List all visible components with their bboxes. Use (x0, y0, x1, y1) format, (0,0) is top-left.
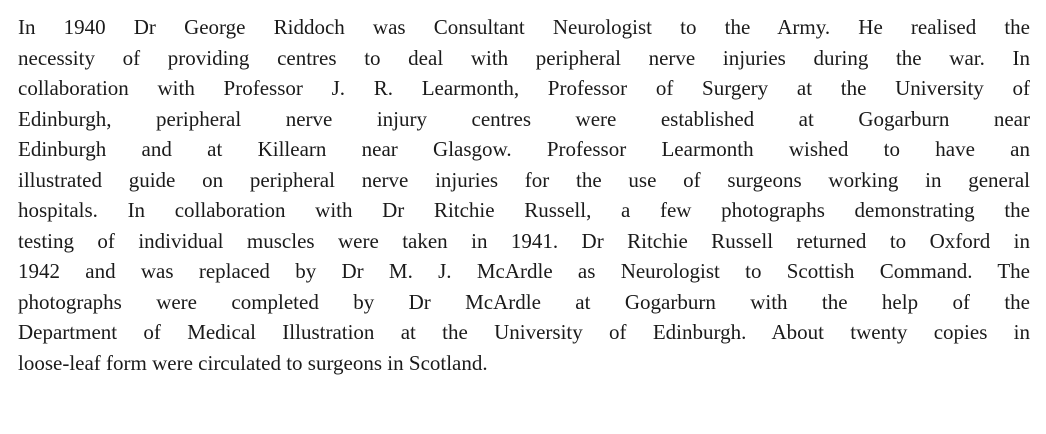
paragraph-line: Edinburgh and at Killearn near Glasgow. Professor Learmonth wished to have an (18, 137, 1030, 161)
paragraph-line: testing of individual muscles were taken in 1941. Dr Ritchie Russell returned to Oxford in (18, 228, 1030, 253)
paragraph-line: Edinburgh, peripheral nerve injury centres were established at Gogarburn near (18, 106, 1030, 131)
paragraph-line: collaboration with Professor J. R. Learmonth, Professor of Surgery at the University of (18, 76, 1030, 100)
paragraph-line: Department of Medical Illustration at the University of Edinburgh. About twenty copies in (18, 320, 1030, 344)
paragraph-line: photographs were completed by Dr McArdle at Gogarburn with the help of the (18, 289, 1030, 314)
paragraph-line: necessity of providing centres to deal with peripheral nerve injuries during the war. In (18, 45, 1030, 70)
paragraph-line: loose-leaf form were circulated to surgeons in Scotland. (18, 350, 488, 375)
paragraph-line: 1942 and was replaced by Dr M. J. McArdle as Neurologist to Scottish Command. The (18, 259, 1030, 283)
body-paragraph (18, 12, 1030, 378)
paragraph-line: illustrated guide on peripheral nerve injuries for the use of surgeons working in general (18, 167, 1030, 192)
paragraph-line: hospitals. In collaboration with Dr Ritchie Russell, a few photographs demonstrating the (18, 198, 1030, 222)
paragraph-line: In 1940 Dr George Riddoch was Consultant Neurologist to the Army. He realised the (18, 15, 1030, 39)
